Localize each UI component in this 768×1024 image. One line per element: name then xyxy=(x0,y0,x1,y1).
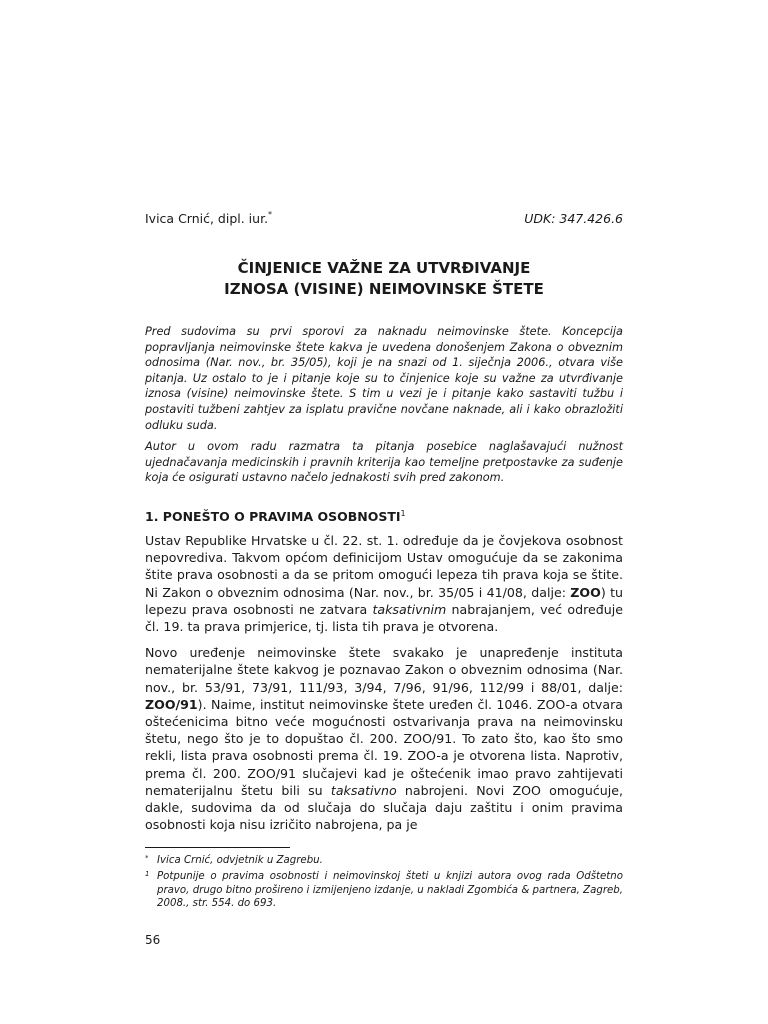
abstract-paragraph-2: Autor u ovom radu razmatra ta pitanja posebice naglašavajući nužnost ujednačavanja medicinskih i pravnih kriterija kao temeljne pretpostavke za suđenje koja će osigurati ustavno načelo jednakosti svih pred zakonom. xyxy=(145,440,623,485)
body-text-run: nabrajanjem, već određuje čl. 19. ta prava primjerice, tj. lista tih prava je otvorena. xyxy=(145,601,623,634)
body-paragraph-1 xyxy=(145,532,623,635)
footnote xyxy=(145,870,623,911)
abstract-paragraph-1: Pred sudovima su prvi sporovi za naknadu neimovinske štete. Koncepcija popravljanja neimovinske štete kakva je uvedena donošenjem Zakona o obveznim odnosima (Nar. nov., br. 35/05), koji je na snazi od 1. siječnja 2006., otvara više pitanja. Uz ostalo to je i pitanje koje su to činjenice koje su važne za utvrđivanje iznosa (visine) neimovinske štete. S tim u vezi je i pitanje kako sastaviti tužbu i postaviti tužbeni zahtjev za isplatu pravične novčane naknade, ali i kako obrazložiti odluku suda. xyxy=(145,325,623,432)
body-italic-run: taksativnim xyxy=(372,601,447,617)
footnote xyxy=(145,854,623,868)
section-heading-text: 1. PONEŠTO O PRAVIMA OSOBNOSTI xyxy=(145,508,401,524)
title-line-1: ČINJENICE VAŽNE ZA UTVRĐIVANJE xyxy=(237,259,531,277)
footnote-text: Potpunije o pravima osobnosti i neimovinskoj šteti u knjizi autora ovog rada Odštetno pravo, drugo bitno prošireno i izmijenjeno izdanje, u nakladi Zgombića & partnera, Zagreb, 2008., str. 554. do 693. xyxy=(157,870,623,910)
footnote-mark: 1 xyxy=(145,869,150,878)
author-line xyxy=(145,210,272,228)
body-text-run: ) tu lepezu prava osobnosti ne zatvara xyxy=(145,584,623,617)
footnotes xyxy=(145,854,623,910)
section-body xyxy=(145,532,623,833)
body-bold-run: ZOO xyxy=(570,584,601,600)
page xyxy=(145,210,623,947)
body-text-run: nabrojeni. Novi ZOO omogućuje, dakle, sudovima da od slučaja do slučaja daju zaštitu i onim pravima osobnosti koja nisu izričito nabrojena, pa je xyxy=(145,782,623,833)
footnote-text: Ivica Crnić, odvjetnik u Zagrebu. xyxy=(157,855,323,867)
author-footnote-mark: * xyxy=(268,210,273,219)
title-line-2: IZNOSA (VISINE) NEIMOVINSKE ŠTETE xyxy=(224,280,544,298)
body-text-run: Ustav Republike Hrvatske u čl. 22. st. 1. određuje da je čovjekova osobnost nepovrediva. Takvom općom definicijom Ustav omogućuje da se zakonima štite prava osobnosti a da se pritom omogući lepeza tih prava koja se štite. Ni Zakon o obveznim odnosima (Nar. nov., br. 35/05 i 41/08, dalje: xyxy=(145,532,623,600)
article-title xyxy=(145,258,623,300)
body-text-run: Novo uređenje neimovinske štete svakako je unapređenje instituta nematerijalne štete kakvog je poznavao Zakon o obveznim odnosima (Nar. nov., br. 53/91, 73/91, 111/93, 3/94, 7/96, 91/96, 112/99 i 88/01, dalje: xyxy=(145,645,623,695)
body-italic-run: taksativno xyxy=(330,782,397,798)
page-number: 56 xyxy=(145,932,161,947)
author-name: Ivica Crnić, dipl. iur. xyxy=(145,211,269,226)
article-header xyxy=(145,210,623,228)
body-paragraph-2 xyxy=(145,644,623,833)
udk-code: UDK: 347.426.6 xyxy=(524,211,623,226)
body-text-run: ). Naime, institut neimovinske štete uređen čl. 1046. ZOO-a otvara oštećenicima bitno veće mogućnosti ostvarivanja prava na neimovinsku štetu, nego što je to dopuštao čl. 200. ZOO/91. To zato što, kao što smo rekli, lista prava osobnosti prema čl. 19. ZOO-a je otvorena lista. Naprotiv, prema čl. 200. ZOO/91 slučajevi kad je oštećenik imao pravo zahtijevati nematerijalnu štetu bili su xyxy=(145,696,623,798)
footnote-mark: * xyxy=(145,854,149,863)
abstract xyxy=(145,324,623,486)
body-bold-run: ZOO/91 xyxy=(145,696,198,712)
footnote-divider xyxy=(145,847,290,848)
section-heading-footnote-mark: 1 xyxy=(400,508,406,518)
section-heading xyxy=(145,508,623,526)
